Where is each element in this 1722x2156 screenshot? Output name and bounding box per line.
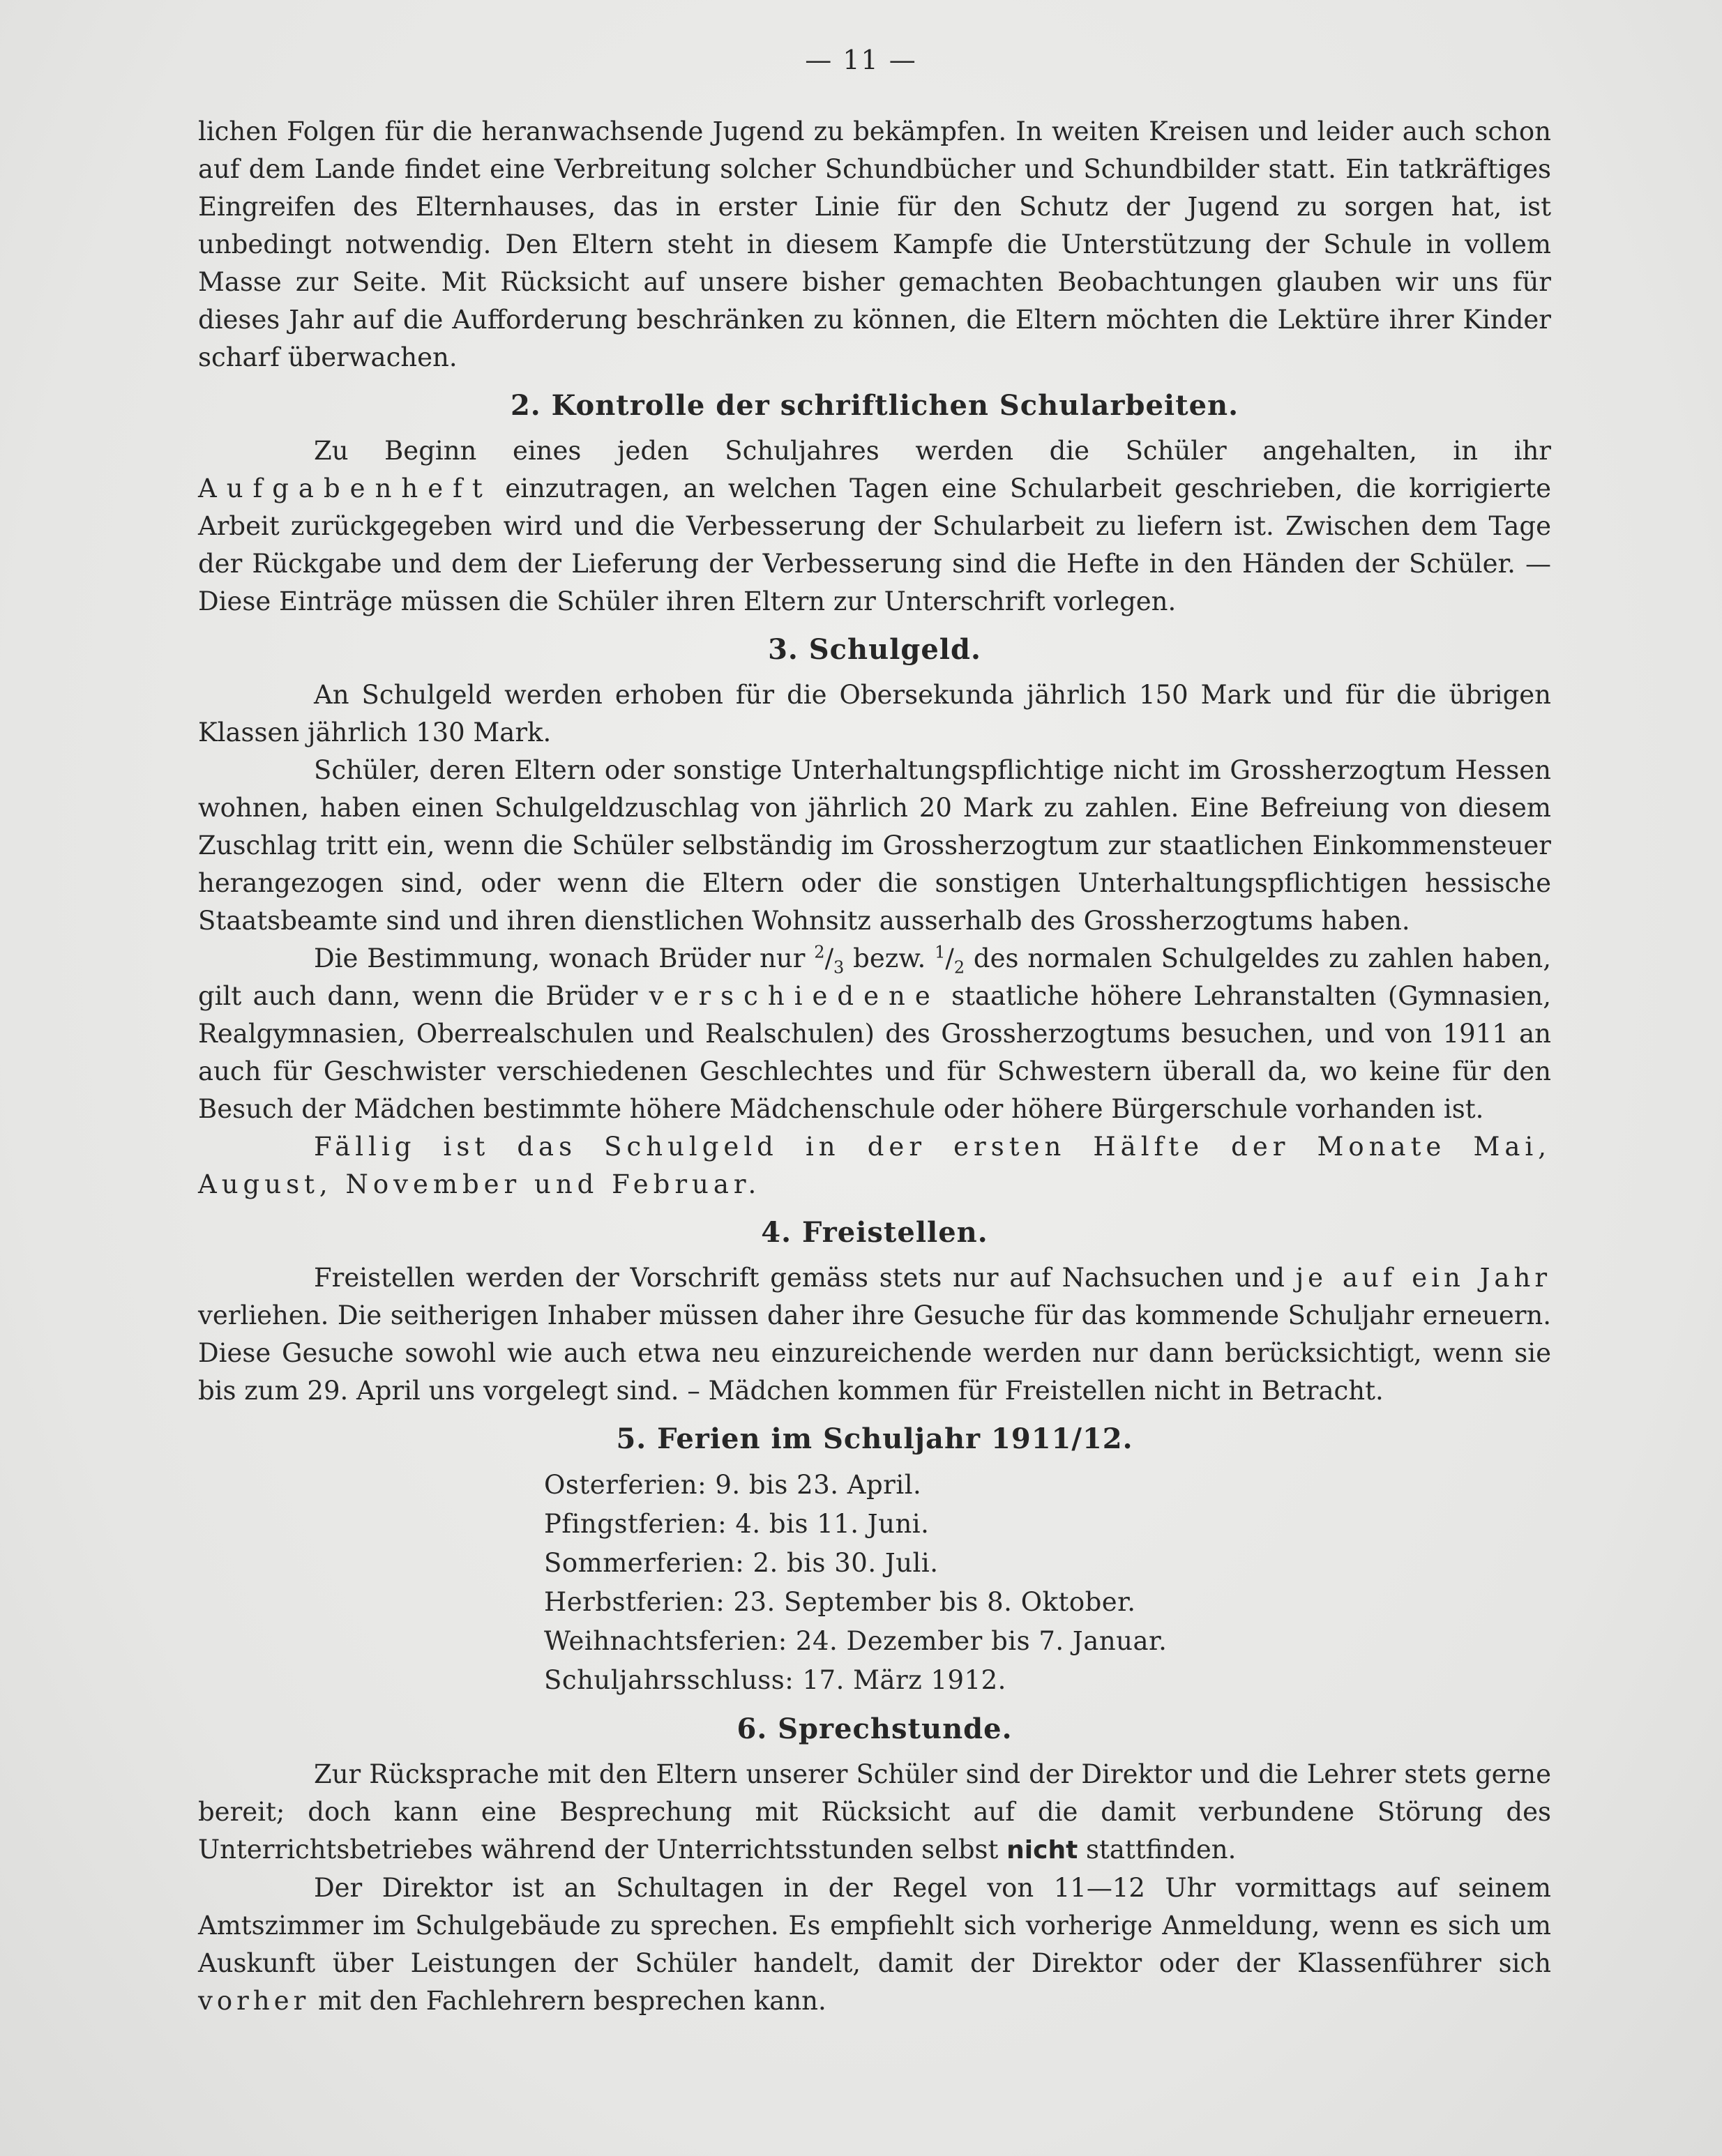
page-content	[198, 113, 1551, 2020]
fraction-one-half: $^1/_2$	[935, 942, 965, 978]
holiday-item: Osterferien: 9. bis 23. April.	[544, 1470, 922, 1500]
section-6-heading: 6. Sprechstunde.	[737, 1713, 1013, 1745]
section-6-paragraph-2	[198, 1869, 1551, 2020]
holiday-item: Schuljahrsschluss: 17. März 1912.	[544, 1665, 1006, 1695]
section-2-heading: 2. Kontrolle der schriftlichen Schularbeiten.	[510, 389, 1239, 422]
section-2-text-a: Zu Beginn eines jeden Schuljahres werden die Schüler angehalten, in ihr	[314, 436, 1551, 466]
fraction-two-thirds: $^2/_3$	[814, 942, 845, 978]
section-3-paragraph-4: Fällig ist das Schulgeld in der ersten Hälfte der Monate Mai, August, November und Februar.	[198, 1132, 1551, 1199]
section-2-paragraph	[198, 432, 1551, 621]
section-3-text-a: Die Bestimmung, wonach Brüder nur	[314, 943, 815, 973]
section-6-bold-term: nicht	[1006, 1836, 1078, 1865]
section-6-text-c: Der Direktor ist an Schultagen in der Regel von 11—12 Uhr vormittags auf seinem Amtszimmer im Schulgebäude zu sprechen. Es empfiehlt sich vorherige Anmeldung, wenn es sich um Auskunft über Leistungen der Schüler handelt, damit der Direktor oder der Klassenführer sich	[198, 1873, 1551, 1978]
holiday-item: Pfingstferien: 4. bis 11. Juni.	[544, 1509, 930, 1539]
page-number: — 11 —	[805, 45, 917, 75]
section-4-spaced-term: je auf ein Jahr	[1295, 1263, 1552, 1293]
section-2-spaced-term: Aufgabenheft	[198, 473, 492, 503]
section-4-text-a: Freistellen werden der Vorschrift gemäss stets nur auf Nachsuchen und	[314, 1263, 1296, 1293]
section-3-spaced-term: verschiedene	[649, 981, 940, 1011]
holiday-item: Herbstferien: 23. September bis 8. Oktober.	[544, 1587, 1136, 1617]
section-6-text-b: stattfinden.	[1078, 1835, 1237, 1865]
section-3-paragraph-3	[198, 940, 1551, 1128]
section-4-text-b: verliehen. Die seitherigen Inhaber müssen daher ihre Gesuche für das kommende Schuljahr erneuern. Diese Gesuche sowohl wie auch etwa neu einzureichende werden nur dann berücksichtigt, wenn sie bis zum 29. April uns vorgelegt sind. – Mädchen kommen für Freistellen nicht in Betracht.	[198, 1300, 1551, 1406]
holiday-item: Sommerferien: 2. bis 30. Juli.	[544, 1548, 939, 1578]
intro-paragraph: lichen Folgen für die heranwachsende Jugend zu bekämpfen. In weiten Kreisen und leider auch schon auf dem Lande findet eine Verbreitung solcher Schundbücher und Schundbilder statt. Ein tatkräftiges Eingreifen des Elternhauses, das in erster Linie für den Schutz der Jugend zu sorgen hat, ist unbedingt notwendig. Den Eltern steht in diesem Kampfe die Unterstützung der Schule in vollem Masse zur Seite. Mit Rücksicht auf unsere bisher gemachten Beobachtungen glauben wir uns für dieses Jahr auf die Aufforderung beschränken zu können, die Eltern möchten die Lektüre ihrer Kinder scharf überwachen.	[198, 116, 1551, 372]
section-6-spaced-term: vorher	[198, 1986, 310, 2016]
section-6-text-a: Zur Rücksprache mit den Eltern unserer Schüler sind der Direktor und die Lehrer stets gerne bereit; doch kann eine Besprechung mit Rücksicht auf die damit verbundene Störung des Unterrichtsbetriebes während der Unterrichtsstunden selbst	[198, 1759, 1551, 1865]
section-3-paragraph-1: An Schulgeld werden erhoben für die Obersekunda jährlich 150 Mark und für die übrigen Klassen jährlich 130 Mark.	[198, 680, 1551, 747]
section-6-paragraph-1	[198, 1756, 1551, 1869]
section-3-text-b: bezw.	[844, 943, 935, 973]
section-2-text-b: einzutragen, an welchen Tagen eine Schularbeit geschrieben, die korrigierte Arbeit zurückgegeben wird und die Verbesserung der Schularbeit zu liefern ist. Zwischen dem Tage der Rückgabe und dem der Lieferung der Verbesserung sind die Hefte in den Händen der Schüler. — Diese Einträge müssen die Schüler ihren Eltern zur Unterschrift vorlegen.	[198, 473, 1551, 616]
section-4-paragraph	[198, 1259, 1551, 1410]
section-3-paragraph-2: Schüler, deren Eltern oder sonstige Unterhaltungspflichtige nicht im Grossherzogtum Hessen wohnen, haben einen Schulgeldzuschlag von jährlich 20 Mark zu zahlen. Eine Befreiung von diesem Zuschlag tritt ein, wenn die Schüler selbständig im Grossherzogtum zur staatlichen Einkommensteuer herangezogen sind, oder wenn die Eltern oder die sonstigen Unterhaltungspflichtigen hessische Staatsbeamte sind und ihren dienstlichen Wohnsitz ausserhalb des Grossherzogtums haben.	[198, 755, 1551, 936]
section-3-text-d: staatliche höhere Lehranstalten (Gymnasien, Realgymnasien, Oberrealschulen und Realschulen) des Grossherzogtums besuchen, und von 1911 an auch für Geschwister verschiedenen Geschlechtes und für Schwestern überall da, wo keine für den Besuch der Mädchen bestimmte höhere Mädchenschule oder höhere Bürgerschule vorhanden ist.	[198, 981, 1551, 1124]
section-3-heading: 3. Schulgeld.	[768, 633, 981, 666]
holiday-item: Weihnachtsferien: 24. Dezember bis 7. Januar.	[544, 1626, 1168, 1656]
section-3-text-c: des normalen Schulgeldes zu zahlen haben, gilt auch dann, wenn die Brüder	[198, 943, 1551, 1011]
section-6-text-d: mit den Fachlehrern besprechen kann.	[310, 1986, 826, 2016]
section-5-heading: 5. Ferien im Schuljahr 1911/12.	[616, 1422, 1133, 1455]
holiday-list	[544, 1466, 1551, 1700]
section-4-heading: 4. Freistellen.	[761, 1216, 988, 1249]
